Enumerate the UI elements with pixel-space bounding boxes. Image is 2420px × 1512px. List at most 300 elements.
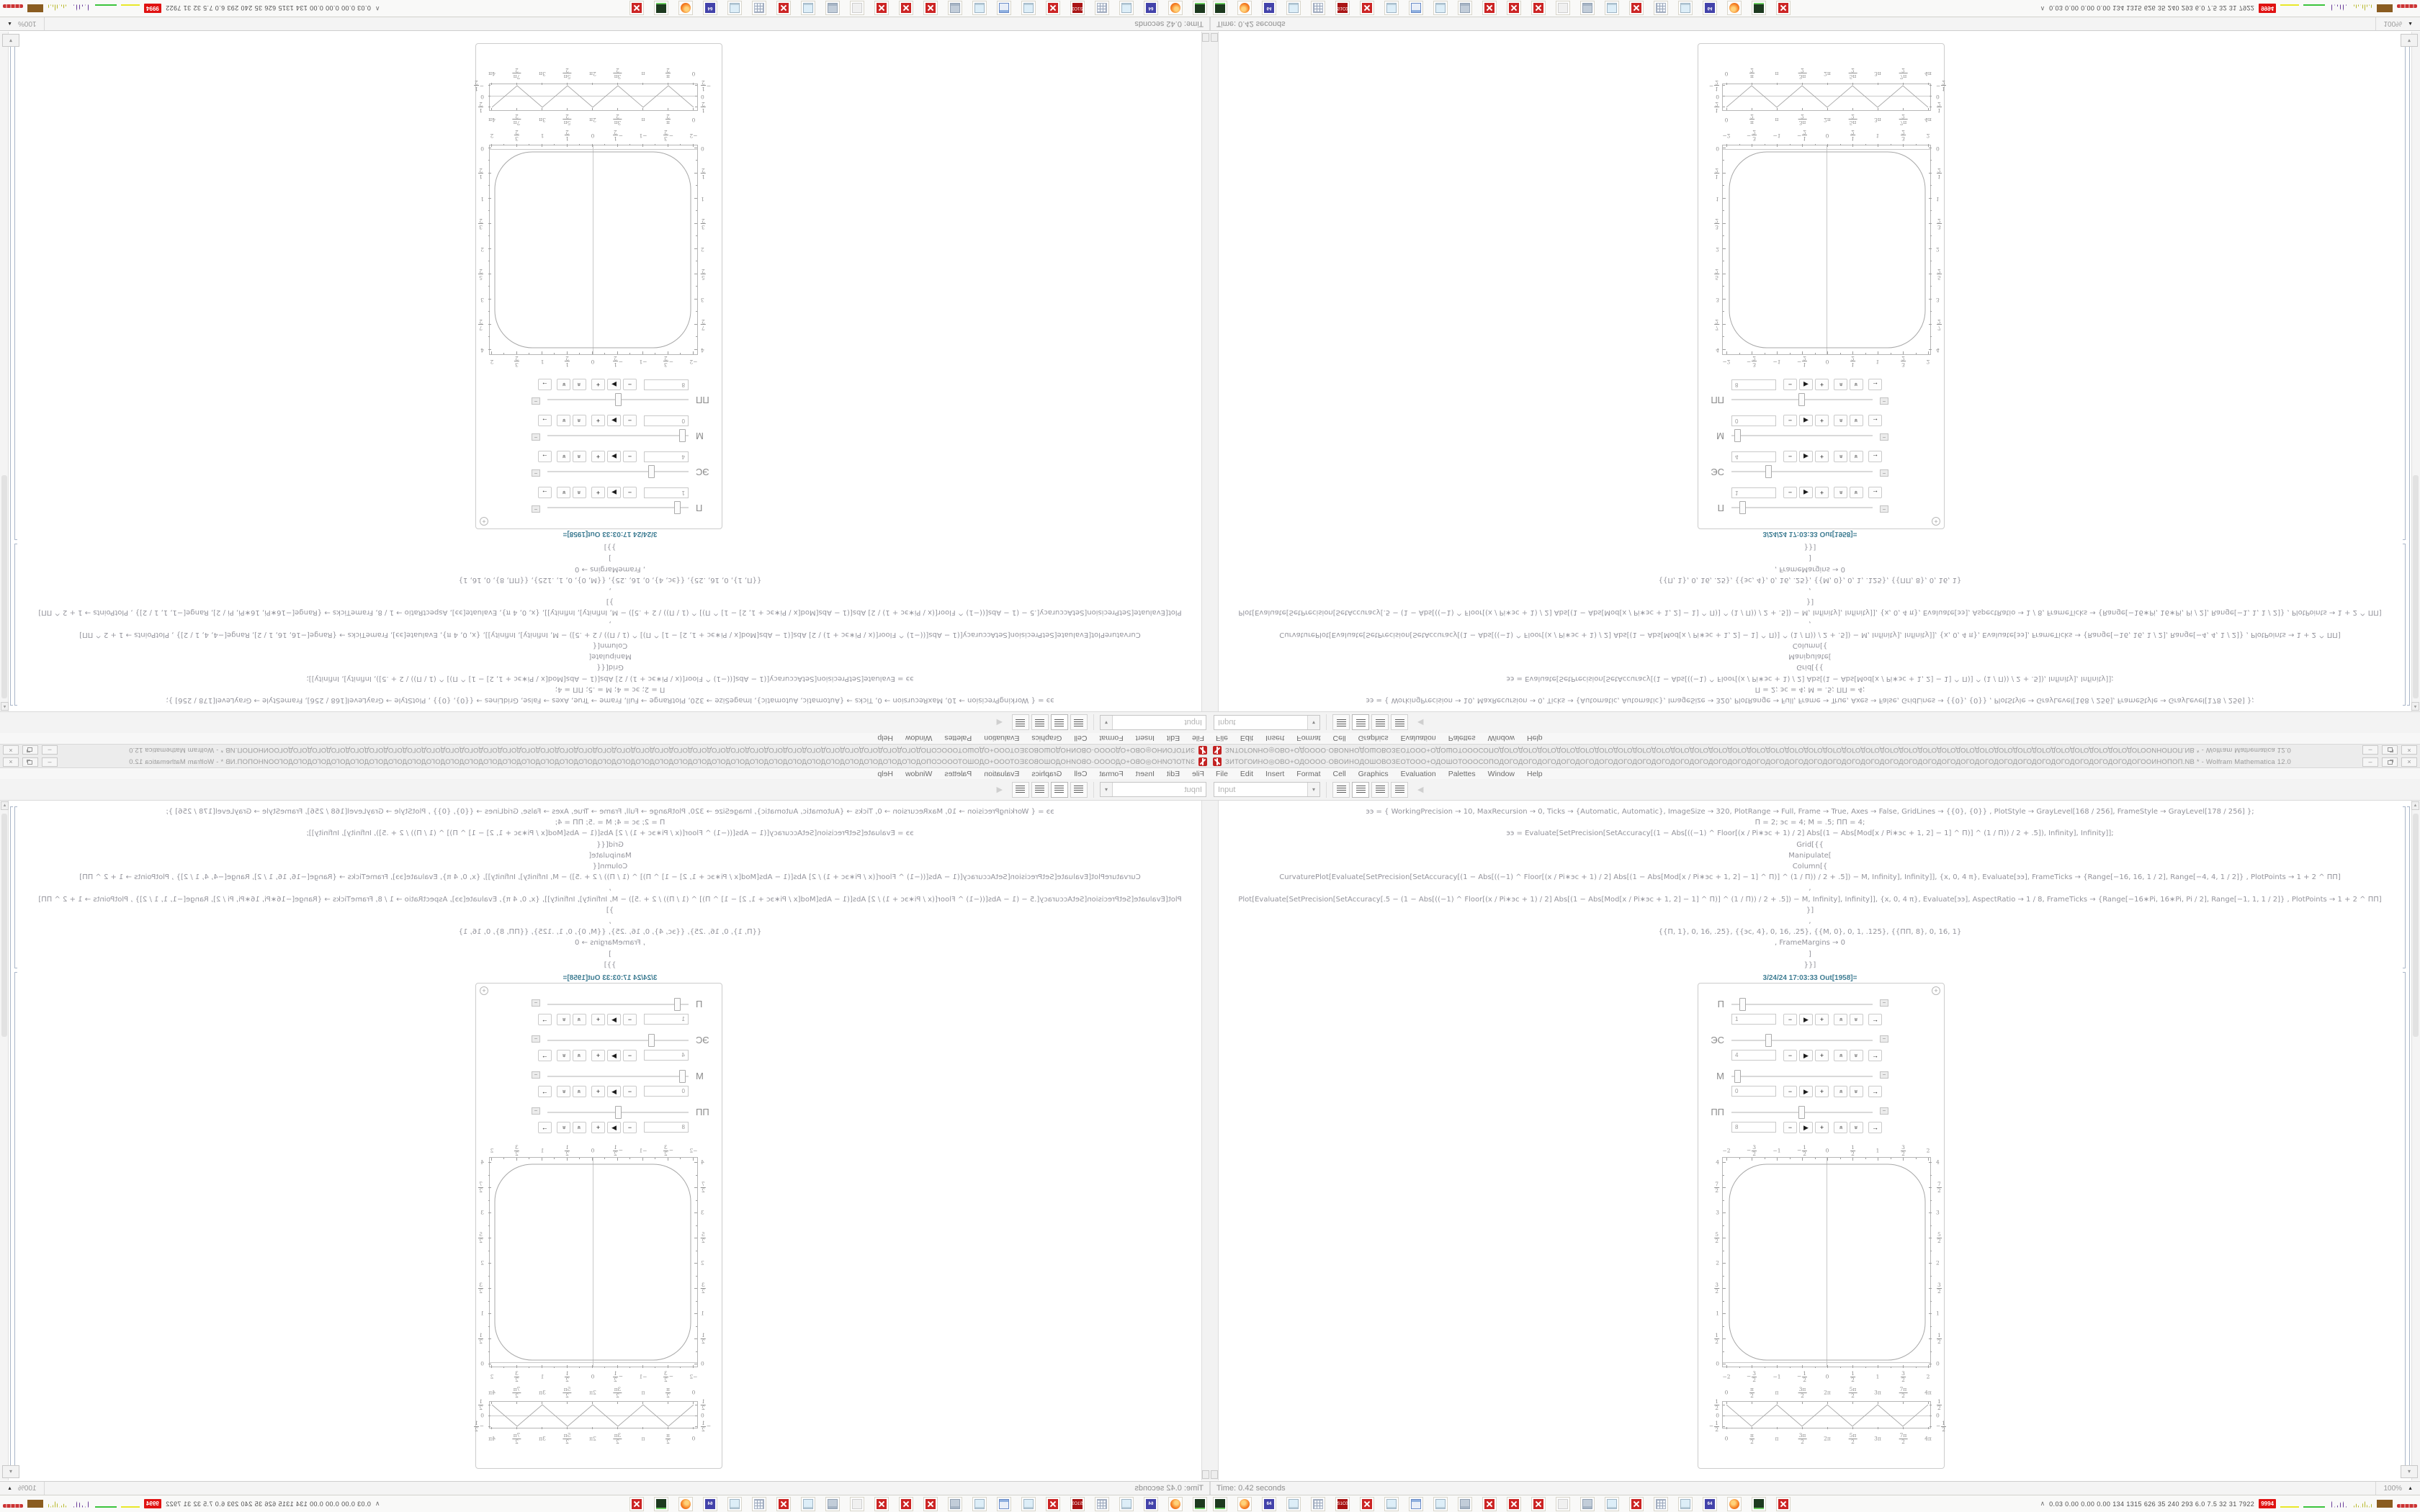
- window-options-dropdown[interactable]: ▾: [2401, 1465, 2418, 1478]
- floppy64-taskbar-icon[interactable]: [1703, 1, 1717, 16]
- code-line[interactable]: ээ = { WorkingPrecision → 10, MaxRecursion → 0, Ticks → {Automatic, Automatic}, ImageSize → 320, PlotRange → Full, Frame → True, Axes → False, GridLines → {{0}, {0}} , PlotStyle → GrayLevel[168 / 256], FrameStyle → GrayLevel[178 / 256] };: [166, 808, 1054, 816]
- magnification-control[interactable]: [2375, 1482, 2420, 1495]
- cell-group-bracket[interactable]: [2407, 806, 2410, 1476]
- slider-thumb[interactable]: [649, 465, 655, 478]
- gear-taskbar-icon[interactable]: [1360, 1497, 1374, 1511]
- slider-thumb[interactable]: [615, 393, 622, 406]
- gear-taskbar-icon[interactable]: [1531, 1497, 1546, 1511]
- faster-button[interactable]: [573, 379, 586, 390]
- play-button[interactable]: ▶: [607, 451, 621, 462]
- code-line[interactable]: }}]: [1803, 960, 1816, 969]
- align-right-button[interactable]: [1031, 782, 1049, 798]
- faster-button[interactable]: [573, 1014, 586, 1025]
- menu-window[interactable]: Window: [1487, 734, 1515, 742]
- notebook-content[interactable]: [1219, 801, 2411, 1480]
- code-line[interactable]: П = 2; эс = 4; M = .5; ПП = 4;: [555, 685, 666, 693]
- code-line[interactable]: ,: [609, 917, 611, 925]
- direction-button[interactable]: →: [538, 379, 552, 390]
- scroll-up-icon[interactable]: ▲: [2411, 801, 2419, 810]
- slower-button[interactable]: [1850, 451, 1863, 462]
- notebook-left-gutter[interactable]: [1201, 801, 1210, 1480]
- direction-button[interactable]: →: [1868, 451, 1882, 462]
- calculator-taskbar-icon[interactable]: [752, 1497, 766, 1511]
- slider-thumb[interactable]: [679, 1070, 686, 1083]
- step-down-button[interactable]: −: [1783, 379, 1797, 390]
- close-button[interactable]: ×: [2401, 746, 2417, 755]
- code-line[interactable]: ]: [1809, 950, 1811, 958]
- direction-button[interactable]: →: [1868, 1086, 1882, 1097]
- scroll-up-icon[interactable]: ▲: [1, 801, 9, 810]
- code-line[interactable]: ээ = { WorkingPrecision → 10, MaxRecursion → 0, Ticks → {Automatic, Automatic}, ImageSize → 320, PlotRange → Full, Frame → True, Axes → False, GridLines → {{0}, {0}} , PlotStyle → GrayLevel[168 / 256], FrameStyle → GrayLevel[178 / 256] };: [1366, 696, 2254, 704]
- slider-thumb[interactable]: [1739, 501, 1746, 514]
- code-line[interactable]: {{П, 1}, 0, 16, .25}, {{эс, 4}, 0, 16, .25}, {{M, 0}, 0, 1, .125}, {{ПП, 8}, 0, 16, 1}: [1658, 928, 1962, 937]
- gear-taskbar-icon[interactable]: [629, 1, 644, 16]
- menu-format[interactable]: Format: [1099, 734, 1124, 742]
- menu-palettes[interactable]: Palettes: [944, 770, 972, 778]
- code-line[interactable]: {{П, 1}, 0, 16, .25}, {{эс, 4}, 0, 16, .25}, {{M, 0}, 0, 1, .125}, {{ПП, 8}, 0, 16, 1}: [458, 575, 762, 584]
- code-line[interactable]: ээ = Evaluate[SetPrecision[SetAccuracy[(1 − Abs[((−1) ^ Floor[(x / Pi∗эс + 1) / 2] Abs[(1 − Abs[Mod[x / Pi∗эс + 1, 2] − 1] ^ П)] ^ (1 / П)) / 2 + .5]), Infinity], Infinity]];: [1506, 829, 2114, 838]
- faster-button[interactable]: [1834, 415, 1847, 426]
- maximize-button[interactable]: [2382, 746, 2398, 755]
- gear-taskbar-icon[interactable]: [874, 1497, 889, 1511]
- value-field[interactable]: 8: [1731, 1122, 1776, 1133]
- gear-taskbar-icon[interactable]: [629, 1497, 644, 1511]
- code-line[interactable]: , FrameMargins → 0: [1775, 564, 1845, 573]
- play-button[interactable]: ▶: [607, 487, 621, 498]
- slider[interactable]: [1731, 435, 1873, 436]
- direction-button[interactable]: →: [1868, 487, 1882, 498]
- firefox-taskbar-icon[interactable]: [1168, 1497, 1183, 1511]
- step-down-button[interactable]: −: [623, 487, 637, 498]
- gear-taskbar-icon[interactable]: [1629, 1497, 1644, 1511]
- play-button[interactable]: ▶: [607, 1122, 621, 1133]
- gear-taskbar-icon[interactable]: [1776, 1497, 1791, 1511]
- calculator-taskbar-icon[interactable]: [752, 1, 766, 16]
- input-cell-bracket[interactable]: [2403, 806, 2406, 968]
- value-field[interactable]: 1: [644, 487, 689, 498]
- collapse-control-button[interactable]: −: [532, 1107, 540, 1115]
- slider[interactable]: [547, 399, 689, 400]
- align-left-button[interactable]: [1332, 715, 1350, 731]
- slider-thumb[interactable]: [1739, 998, 1746, 1011]
- code-line[interactable]: CurvaturePlot[Evaluate[SetPrecision[SetAccuracy[(1 − Abs[((−1) ^ Floor[(x / Pi∗эс + 1) / 2] Abs[(1 − Abs[Mod[x / Pi∗эс + 1, 2] − 1] ^ П)] ^ (1 / П)) / 2 + .5]) − M, Infinity], Infinity]], {x, 0, 4 π}, Evaluate[ээ], FrameTicks → {Range[−16, 16, 1 / 2], Range[−4, 4, 1 / 2]} , PlotPoints → 1 + 2 ^ ПП]: [1279, 630, 2341, 639]
- slower-button[interactable]: [1850, 487, 1863, 498]
- menu-graphics[interactable]: Graphics: [1358, 734, 1389, 742]
- code-line[interactable]: , FrameMargins → 0: [1775, 939, 1845, 948]
- justify-button[interactable]: [1012, 715, 1029, 731]
- minimize-button[interactable]: –: [42, 746, 58, 755]
- slider[interactable]: [1731, 399, 1873, 400]
- code-line[interactable]: }}]: [604, 960, 617, 969]
- menu-insert[interactable]: Insert: [1265, 734, 1285, 742]
- menu-palettes[interactable]: Palettes: [1448, 734, 1476, 742]
- code-line[interactable]: }}]: [604, 543, 617, 552]
- window-options-dropdown[interactable]: ▾: [2401, 34, 2418, 47]
- align-right-button[interactable]: [1031, 715, 1049, 731]
- step-up-button[interactable]: +: [1815, 1086, 1829, 1097]
- code-line[interactable]: CurvaturePlot[Evaluate[SetPrecision[SetAccuracy[(1 − Abs[((−1) ^ Floor[(x / Pi∗эс + 1) / 2] Abs[(1 − Abs[Mod[x / Pi∗эс + 1, 2] − 1] ^ П)] ^ (1 / П)) / 2 + .5]) − M, Infinity], Infinity]], {x, 0, 4 π}, Evaluate[ээ], FrameTicks → {Range[−16, 16, 1 / 2], Range[−4, 4, 1 / 2]} , PlotPoints → 1 + 2 ^ ПП]: [1279, 873, 2341, 882]
- notepad-taskbar-icon[interactable]: [1433, 1497, 1448, 1511]
- slower-button[interactable]: [1850, 379, 1863, 390]
- collapse-control-button[interactable]: −: [532, 469, 540, 477]
- code-line[interactable]: Column[{: [1792, 863, 1828, 870]
- step-up-button[interactable]: +: [591, 379, 605, 390]
- step-up-button[interactable]: +: [1815, 379, 1829, 390]
- step-down-button[interactable]: −: [623, 451, 637, 462]
- step-up-button[interactable]: +: [591, 487, 605, 498]
- code-line[interactable]: Grid[{{: [1796, 663, 1824, 672]
- maximize-button[interactable]: [2382, 757, 2398, 767]
- step-down-button[interactable]: −: [1783, 451, 1797, 462]
- slower-button[interactable]: [557, 487, 570, 498]
- firefox-taskbar-icon[interactable]: [1727, 1, 1742, 16]
- terminal-taskbar-icon[interactable]: [1193, 1, 1207, 16]
- direction-button[interactable]: →: [538, 1014, 552, 1025]
- step-down-button[interactable]: −: [623, 1086, 637, 1097]
- notepad-taskbar-icon[interactable]: [1021, 1, 1036, 16]
- menu-graphics[interactable]: Graphics: [1031, 770, 1062, 778]
- align-left-button[interactable]: [1332, 782, 1350, 798]
- calculator-taskbar-icon[interactable]: [1095, 1497, 1109, 1511]
- back-arrow-icon[interactable]: ◀: [996, 718, 1003, 726]
- faster-button[interactable]: [1834, 1122, 1847, 1133]
- code-line[interactable]: }]: [1806, 598, 1814, 606]
- code-line[interactable]: Plot[Evaluate[SetPrecision[SetAccuracy[.5 − (1 − Abs[((−1) ^ Floor[(x / Pi∗эс + 1) / 2] Abs[(1 − Abs[Mod[x / Pi∗эс + 1, 2] − 1] ^ П)] ^ (1 / П)) / 2 + .5]) − M, Infinity], Infinity]], {x, 0, 4 π}, Evaluate[ээ], AspectRatio → 1 / 8, FrameTicks → {Range[−16∗Pi, 16∗Pi, Pi / 2], Range[−1, 1, 1 / 2]} , PlotPoints → 1 + 2 ^ ПП]: [38, 608, 1182, 617]
- gutter-handle[interactable]: [1202, 33, 1209, 42]
- floppy64-taskbar-icon[interactable]: [1144, 1497, 1158, 1511]
- maximize-button[interactable]: [22, 746, 38, 755]
- step-down-button[interactable]: −: [1783, 1122, 1797, 1133]
- gear-taskbar-icon[interactable]: [1629, 1, 1644, 16]
- gear-taskbar-icon[interactable]: [776, 1497, 791, 1511]
- collapse-control-button[interactable]: −: [532, 1071, 540, 1079]
- window-taskbar-icon[interactable]: [997, 1497, 1011, 1511]
- close-button[interactable]: ×: [2401, 757, 2417, 767]
- code-line[interactable]: Grid[{{: [596, 840, 624, 849]
- notepad-taskbar-icon[interactable]: [1119, 1, 1134, 16]
- terminal-taskbar-icon[interactable]: [1193, 1497, 1207, 1511]
- scrollbar-thumb[interactable]: [1, 814, 7, 1037]
- faster-button[interactable]: [1834, 451, 1847, 462]
- gutter-handle[interactable]: [1211, 1470, 1218, 1479]
- faster-button[interactable]: [573, 415, 586, 426]
- code-line[interactable]: ,: [1809, 917, 1811, 925]
- step-down-button[interactable]: −: [1783, 487, 1797, 498]
- gear-taskbar-icon[interactable]: [1482, 1497, 1497, 1511]
- play-button[interactable]: ▶: [1799, 1086, 1813, 1097]
- step-down-button[interactable]: −: [623, 415, 637, 426]
- step-down-button[interactable]: −: [1783, 1086, 1797, 1097]
- back-arrow-icon[interactable]: ◀: [996, 786, 1003, 794]
- direction-button[interactable]: →: [538, 487, 552, 498]
- step-up-button[interactable]: +: [591, 1014, 605, 1025]
- play-button[interactable]: ▶: [1799, 1122, 1813, 1133]
- menu-format[interactable]: Format: [1296, 770, 1321, 778]
- menu-format[interactable]: Format: [1099, 770, 1124, 778]
- align-right-button[interactable]: [1371, 782, 1389, 798]
- manipulate-menu-icon[interactable]: +: [1932, 986, 1940, 995]
- slider-thumb[interactable]: [674, 998, 681, 1011]
- step-up-button[interactable]: +: [1815, 415, 1829, 426]
- direction-button[interactable]: →: [1868, 1050, 1882, 1061]
- faster-button[interactable]: [573, 451, 586, 462]
- calculator-taskbar-icon[interactable]: [1311, 1497, 1325, 1511]
- firefox-taskbar-icon[interactable]: [1237, 1, 1252, 16]
- value-field[interactable]: 1: [1731, 1014, 1776, 1025]
- faster-button[interactable]: [1834, 1014, 1847, 1025]
- floppy64-taskbar-icon[interactable]: [703, 1497, 717, 1511]
- gear-taskbar-icon[interactable]: [1046, 1497, 1060, 1511]
- step-down-button[interactable]: −: [1783, 1050, 1797, 1061]
- terminal-taskbar-icon[interactable]: [1213, 1497, 1227, 1511]
- minimize-button[interactable]: –: [2362, 757, 2378, 767]
- calculator-taskbar-icon[interactable]: [1654, 1497, 1668, 1511]
- slider-thumb[interactable]: [1734, 1070, 1741, 1083]
- value-field[interactable]: 0: [644, 415, 689, 426]
- slower-button[interactable]: [557, 451, 570, 462]
- window-titlebar[interactable]: [0, 744, 1210, 756]
- slider-thumb[interactable]: [1798, 393, 1805, 406]
- step-up-button[interactable]: +: [591, 1122, 605, 1133]
- code-line[interactable]: ээ = Evaluate[SetPrecision[SetAccuracy[(1 − Abs[((−1) ^ Floor[(x / Pi∗эс + 1) / 2] Abs[(1 − Abs[Mod[x / Pi∗эс + 1, 2] − 1] ^ П)] ^ (1 / П)) / 2 + .5]), Infinity], Infinity]];: [306, 674, 914, 683]
- code-line[interactable]: П = 2; эс = 4; M = .5; ПП = 4;: [1754, 819, 1865, 827]
- floppy64-taskbar-icon[interactable]: [703, 1, 717, 16]
- code-line[interactable]: }]: [606, 906, 614, 914]
- manipulate-menu-icon[interactable]: +: [480, 517, 488, 526]
- muted-taskbar-icon[interactable]: [850, 1497, 864, 1511]
- code-line[interactable]: ,: [609, 619, 611, 628]
- menu-cell[interactable]: Cell: [1332, 734, 1346, 742]
- code-line[interactable]: ,: [1809, 619, 1811, 628]
- value-field[interactable]: 1: [644, 1014, 689, 1025]
- code-line[interactable]: }}]: [1803, 543, 1816, 552]
- align-center-button[interactable]: [1051, 715, 1068, 731]
- notebook-left-gutter[interactable]: [1210, 32, 1219, 711]
- notepad-taskbar-icon[interactable]: [972, 1, 987, 16]
- output-cell-bracket[interactable]: [2403, 972, 2406, 1476]
- gear-taskbar-icon[interactable]: [899, 1497, 913, 1511]
- slider-thumb[interactable]: [649, 1034, 655, 1047]
- printer-taskbar-icon[interactable]: [1458, 1, 1472, 16]
- notebook-content[interactable]: [1219, 32, 2411, 711]
- manipulate-menu-icon[interactable]: +: [1932, 517, 1940, 526]
- justify-button[interactable]: [1012, 782, 1029, 798]
- slower-button[interactable]: [557, 1050, 570, 1061]
- notebook-left-gutter[interactable]: [1210, 801, 1219, 1480]
- direction-button[interactable]: →: [1868, 415, 1882, 426]
- sdcard-taskbar-icon[interactable]: [1070, 1497, 1085, 1511]
- code-line[interactable]: Plot[Evaluate[SetPrecision[SetAccuracy[.5 − (1 − Abs[((−1) ^ Floor[(x / Pi∗эс + 1) / 2] Abs[(1 − Abs[Mod[x / Pi∗эс + 1, 2] − 1] ^ П)] ^ (1 / П)) / 2 + .5]) − M, Infinity], Infinity]], {x, 0, 4 π}, Evaluate[ээ], AspectRatio → 1 / 8, FrameTicks → {Range[−16∗Pi, 16∗Pi, Pi / 2], Range[−1, 1, 1 / 2]} , PlotPoints → 1 + 2 ^ ПП]: [1238, 608, 2382, 617]
- code-line[interactable]: Column[{: [1792, 642, 1828, 649]
- align-center-button[interactable]: [1352, 715, 1369, 731]
- menu-file[interactable]: File: [1216, 770, 1228, 778]
- cell-style-dropdown[interactable]: Input ▾: [1100, 782, 1206, 797]
- notepad-taskbar-icon[interactable]: [1605, 1, 1619, 16]
- step-down-button[interactable]: −: [623, 1050, 637, 1061]
- slower-button[interactable]: [1850, 1050, 1863, 1061]
- code-line[interactable]: }]: [1806, 906, 1814, 914]
- direction-button[interactable]: →: [1868, 1122, 1882, 1133]
- play-button[interactable]: ▶: [1799, 487, 1813, 498]
- menu-help[interactable]: Help: [1527, 770, 1543, 778]
- slider[interactable]: [547, 1004, 689, 1005]
- slider-thumb[interactable]: [1765, 465, 1772, 478]
- slider[interactable]: [1731, 1076, 1873, 1077]
- input-cell-bracket[interactable]: [14, 806, 17, 968]
- code-line[interactable]: П = 2; эс = 4; M = .5; ПП = 4;: [1754, 685, 1865, 693]
- slider[interactable]: [547, 471, 689, 472]
- value-field[interactable]: 0: [1731, 1086, 1776, 1097]
- gear-taskbar-icon[interactable]: [1482, 1, 1497, 16]
- menu-evaluation[interactable]: Evaluation: [1400, 770, 1436, 778]
- collapse-control-button[interactable]: −: [532, 1035, 540, 1043]
- code-line[interactable]: Plot[Evaluate[SetPrecision[SetAccuracy[.5 − (1 − Abs[((−1) ^ Floor[(x / Pi∗эс + 1) / 2] Abs[(1 − Abs[Mod[x / Pi∗эс + 1, 2] − 1] ^ П)] ^ (1 / П)) / 2 + .5]) − M, Infinity], Infinity]], {x, 0, 4 π}, Evaluate[ээ], AspectRatio → 1 / 8, FrameTicks → {Range[−16∗Pi, 16∗Pi, Pi / 2], Range[−1, 1, 1 / 2]} , PlotPoints → 1 + 2 ^ ПП]: [38, 895, 1182, 904]
- sdcard-taskbar-icon[interactable]: [1335, 1, 1350, 16]
- gear-taskbar-icon[interactable]: [1507, 1, 1521, 16]
- notepad-taskbar-icon[interactable]: [801, 1, 815, 16]
- menu-window[interactable]: Window: [905, 770, 933, 778]
- menu-evaluation[interactable]: Evaluation: [1400, 734, 1436, 742]
- scrollbar-thumb[interactable]: [2413, 814, 2419, 1037]
- faster-button[interactable]: [573, 487, 586, 498]
- output-cell-bracket[interactable]: [14, 972, 17, 1476]
- play-button[interactable]: ▶: [607, 1050, 621, 1061]
- menu-edit[interactable]: Edit: [1240, 770, 1254, 778]
- calculator-taskbar-icon[interactable]: [1654, 1, 1668, 16]
- code-line[interactable]: Grid[{{: [596, 663, 624, 672]
- code-line[interactable]: ээ = Evaluate[SetPrecision[SetAccuracy[(1 − Abs[((−1) ^ Floor[(x / Pi∗эс + 1) / 2] Abs[(1 − Abs[Mod[x / Pi∗эс + 1, 2] − 1] ^ П)] ^ (1 / П)) / 2 + .5]), Infinity], Infinity]];: [306, 829, 914, 838]
- gutter-handle[interactable]: [1202, 1470, 1209, 1479]
- close-button[interactable]: ×: [3, 746, 19, 755]
- slider[interactable]: [547, 435, 689, 436]
- step-down-button[interactable]: −: [1783, 1014, 1797, 1025]
- faster-button[interactable]: [573, 1050, 586, 1061]
- justify-button[interactable]: [1391, 715, 1408, 731]
- menu-edit[interactable]: Edit: [1166, 734, 1180, 742]
- printer-taskbar-icon[interactable]: [1580, 1497, 1595, 1511]
- menu-cell[interactable]: Cell: [1074, 770, 1088, 778]
- value-field[interactable]: 0: [644, 1086, 689, 1097]
- menu-file[interactable]: File: [1192, 734, 1204, 742]
- step-up-button[interactable]: +: [1815, 1014, 1829, 1025]
- terminal-taskbar-icon[interactable]: [654, 1497, 668, 1511]
- collapse-control-button[interactable]: −: [532, 397, 540, 405]
- step-up-button[interactable]: +: [591, 415, 605, 426]
- terminal-taskbar-icon[interactable]: [654, 1, 668, 16]
- code-line[interactable]: ,: [1809, 884, 1811, 893]
- slider-thumb[interactable]: [674, 501, 681, 514]
- slider[interactable]: [1731, 507, 1873, 508]
- window-taskbar-icon[interactable]: [1409, 1497, 1423, 1511]
- notepad-taskbar-icon[interactable]: [1678, 1497, 1693, 1511]
- direction-button[interactable]: →: [538, 1050, 552, 1061]
- value-field[interactable]: 8: [644, 379, 689, 390]
- value-field[interactable]: 4: [1731, 451, 1776, 462]
- notepad-taskbar-icon[interactable]: [1605, 1497, 1619, 1511]
- gear-taskbar-icon[interactable]: [923, 1497, 938, 1511]
- notepad-taskbar-icon[interactable]: [1678, 1, 1693, 16]
- cell-style-dropdown[interactable]: Input ▾: [1214, 715, 1320, 730]
- notepad-taskbar-icon[interactable]: [1286, 1, 1301, 16]
- minimize-button[interactable]: –: [42, 757, 58, 767]
- printer-taskbar-icon[interactable]: [1580, 1, 1595, 16]
- play-button[interactable]: ▶: [1799, 1014, 1813, 1025]
- step-up-button[interactable]: +: [591, 1086, 605, 1097]
- menu-help[interactable]: Help: [877, 734, 893, 742]
- collapse-control-button[interactable]: −: [532, 999, 540, 1007]
- firefox-taskbar-icon[interactable]: [1727, 1497, 1742, 1511]
- notepad-taskbar-icon[interactable]: [972, 1497, 987, 1511]
- collapse-control-button[interactable]: −: [1880, 433, 1888, 441]
- window-titlebar[interactable]: [0, 756, 1210, 768]
- align-left-button[interactable]: [1070, 715, 1088, 731]
- code-line[interactable]: CurvaturePlot[Evaluate[SetPrecision[SetAccuracy[(1 − Abs[((−1) ^ Floor[(x / Pi∗эс + 1) / 2] Abs[(1 − Abs[Mod[x / Pi∗эс + 1, 2] − 1] ^ П)] ^ (1 / П)) / 2 + .5]) − M, Infinity], Infinity]], {x, 0, 4 π}, Evaluate[ээ], FrameTicks → {Range[−16, 16, 1 / 2], Range[−4, 4, 1 / 2]} , PlotPoints → 1 + 2 ^ ПП]: [79, 873, 1141, 882]
- magnification-control[interactable]: [0, 1482, 45, 1495]
- scrollbar-thumb[interactable]: [1, 475, 7, 698]
- cell-style-dropdown[interactable]: Input ▾: [1100, 715, 1206, 730]
- floppy64-taskbar-icon[interactable]: [1262, 1, 1276, 16]
- menu-evaluation[interactable]: Evaluation: [984, 734, 1020, 742]
- play-button[interactable]: ▶: [607, 1014, 621, 1025]
- value-field[interactable]: 4: [644, 451, 689, 462]
- gear-taskbar-icon[interactable]: [923, 1, 938, 16]
- menu-palettes[interactable]: Palettes: [1448, 770, 1476, 778]
- sdcard-taskbar-icon[interactable]: [1335, 1497, 1350, 1511]
- notepad-taskbar-icon[interactable]: [727, 1497, 742, 1511]
- slider[interactable]: [547, 1040, 689, 1041]
- gear-taskbar-icon[interactable]: [776, 1, 791, 16]
- muted-taskbar-icon[interactable]: [850, 1, 864, 16]
- notepad-taskbar-icon[interactable]: [727, 1, 742, 16]
- window-taskbar-icon[interactable]: [1409, 1, 1423, 16]
- collapse-control-button[interactable]: −: [1880, 469, 1888, 477]
- slower-button[interactable]: [557, 1122, 570, 1133]
- code-line[interactable]: Manipulate[: [1788, 652, 1832, 661]
- terminal-taskbar-icon[interactable]: [1752, 1, 1766, 16]
- menu-insert[interactable]: Insert: [1135, 770, 1155, 778]
- align-center-button[interactable]: [1051, 782, 1068, 798]
- play-button[interactable]: ▶: [1799, 415, 1813, 426]
- menu-cell[interactable]: Cell: [1074, 734, 1088, 742]
- slower-button[interactable]: [1850, 415, 1863, 426]
- notepad-taskbar-icon[interactable]: [1021, 1497, 1036, 1511]
- notebook-content[interactable]: [9, 32, 1201, 711]
- direction-button[interactable]: →: [1868, 1014, 1882, 1025]
- slower-button[interactable]: [557, 1086, 570, 1097]
- menu-format[interactable]: Format: [1296, 734, 1321, 742]
- slider-thumb[interactable]: [615, 1106, 622, 1119]
- code-line[interactable]: }]: [606, 598, 614, 606]
- notepad-taskbar-icon[interactable]: [1119, 1497, 1134, 1511]
- align-right-button[interactable]: [1371, 715, 1389, 731]
- step-up-button[interactable]: +: [1815, 451, 1829, 462]
- floppy64-taskbar-icon[interactable]: [1703, 1497, 1717, 1511]
- magnification-control[interactable]: [2375, 17, 2420, 30]
- code-line[interactable]: ,: [609, 884, 611, 893]
- code-line[interactable]: ,: [1809, 587, 1811, 595]
- code-line[interactable]: ]: [1809, 554, 1811, 562]
- gutter-handle[interactable]: [1211, 33, 1218, 42]
- printer-taskbar-icon[interactable]: [1458, 1497, 1472, 1511]
- play-button[interactable]: ▶: [607, 415, 621, 426]
- back-arrow-icon[interactable]: ◀: [1417, 718, 1424, 726]
- window-titlebar[interactable]: [1210, 744, 2420, 756]
- code-line[interactable]: Manipulate[: [1788, 851, 1832, 860]
- gear-taskbar-icon[interactable]: [1531, 1, 1546, 16]
- value-field[interactable]: 0: [1731, 415, 1776, 426]
- slider[interactable]: [547, 507, 689, 508]
- code-line[interactable]: ээ = Evaluate[SetPrecision[SetAccuracy[(1 − Abs[((−1) ^ Floor[(x / Pi∗эс + 1) / 2] Abs[(1 − Abs[Mod[x / Pi∗эс + 1, 2] − 1] ^ П)] ^ (1 / П)) / 2 + .5]), Infinity], Infinity]];: [1506, 674, 2114, 683]
